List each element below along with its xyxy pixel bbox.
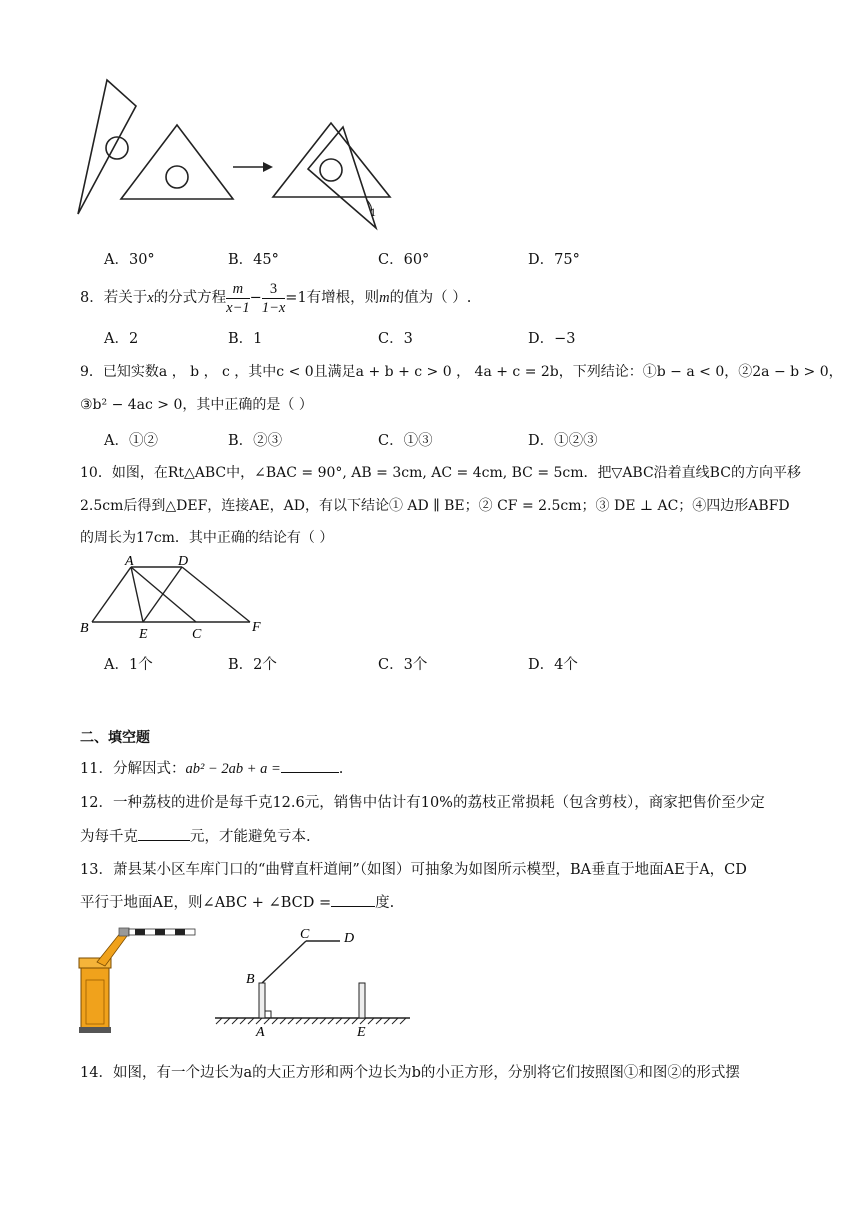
q8-option-b[interactable]: B．1 [228,331,263,347]
gate-joint [119,928,129,936]
q10-line-ab [92,567,131,622]
q12-line-2: 为每千克 元，才能避免亏本. [80,825,311,846]
q7-arrow-head [263,162,273,172]
q10-label-c: C [192,627,202,642]
q7-option-a[interactable]: A．30° [104,252,155,268]
q8-fraction-2: $\frac{3}{1-x}$ [261,280,286,316]
q10-line-1: 10．如图，在Rt△ABC中，∠BAC = 90°, AB = 3cm, AC = 4cm, BC = 5cm．把▽ABC沿着直线BC的方向平移 [80,465,801,481]
gate-cabinet [81,964,109,1030]
q13-ground-hatch [216,1018,406,1024]
q9-line-1: 9．已知实数a ， b ， c ，其中c < 0且满足a + b + c > 0 ， 4a + c = 2b，下列结论：①b − a < 0，②2a − b > 0， [80,364,843,380]
gate-lower-arm [97,932,127,966]
q13-answer-blank[interactable] [331,892,375,907]
q8-option-d[interactable]: D．−3 [528,331,576,347]
q13-gate-illustration [75,922,200,1037]
q10-label-b: B [80,621,89,636]
q10-label-f: F [252,620,261,635]
gate-stripe-1 [135,929,145,935]
q9-line-2: ③b² − 4ac > 0，其中正确的是（ ） [80,397,313,413]
q7-angle-label: 1 [370,205,376,219]
q10-line-de [143,567,182,622]
q10-option-b[interactable]: B．2个 [228,657,277,673]
section-2-title: 二、填空题 [80,730,150,746]
q10-figure [75,555,275,645]
q13-segment-bc [262,941,306,983]
q7-combined-tilted [308,127,376,228]
gate-stripe-2 [155,929,165,935]
q9-option-c[interactable]: C．①③ [378,433,433,449]
q7-option-d[interactable]: D．75° [528,252,580,268]
q10-option-a[interactable]: A．1个 [104,657,153,673]
q7-option-c[interactable]: C．60° [378,252,430,268]
q7-option-b[interactable]: B．45° [228,252,279,268]
q7-figure [70,70,400,240]
gate-cabinet-base [79,1027,111,1033]
q10-label-a: A [125,555,134,569]
q13-label-d: D [344,931,355,946]
q13-post-a [259,983,265,1018]
q13-line-1: 13．萧县某小区车库门口的“曲臂直杆道闸”（如图）可抽象为如图所示模型，BA垂直于地面AE于A，CD [80,862,747,878]
gate-stripe-3 [175,929,185,935]
q9-option-d[interactable]: D．①②③ [528,433,598,449]
q13-label-b: B [246,972,255,987]
q13-post-e [359,983,365,1018]
q13-line-2: 平行于地面AE，则∠ABC + ∠BCD = 度. [80,891,394,912]
q10-label-e: E [139,627,148,642]
q7-circle-2 [166,166,188,188]
q10-label-d: D [178,555,189,569]
q7-combined-flat [273,123,390,197]
q8-option-a[interactable]: A．2 [104,331,139,347]
q10-line-df [182,567,250,622]
q11-answer-blank[interactable] [281,758,339,773]
q12-answer-blank[interactable] [138,826,190,841]
q11-stem: 11．分解因式：ab² − 2ab + a = . [80,757,343,778]
q7-combined-circle [320,159,342,181]
q10-line-3: 的周长为17cm．其中正确的结论有（ ） [80,530,334,546]
q10-option-d[interactable]: D．4个 [528,657,578,673]
q10-option-c[interactable]: C．3个 [378,657,428,673]
q13-model-figure [210,925,420,1040]
q13-label-c: C [300,927,310,942]
q13-label-a: A [256,1025,265,1040]
q8-option-c[interactable]: C．3 [378,331,413,347]
q13-label-e: E [357,1025,366,1040]
q10-line-2: 2.5cm后得到△DEF，连接AE，AD，有以下结论① AD ∥ BE；② CF = 2.5cm；③ DE ⊥ AC；④四边形ABFD [80,498,790,514]
q14-line-1: 14．如图，有一个边长为a的大正方形和两个边长为b的小正方形，分别将它们按照图①和图②的形式摆 [80,1065,740,1081]
q8-stem: 8．若关于x的分式方程 $\frac{m}{x-1}$ − $\frac{3}{1-x}$ =1有增根，则m的值为（ ）. [80,280,472,316]
q9-option-b[interactable]: B．②③ [228,433,283,449]
q8-fraction-1: $\frac{m}{x-1}$ [226,280,250,316]
q13-right-angle [265,1011,271,1018]
q12-line-1: 12．一种荔枝的进价是每千克12.6元，销售中估计有10%的荔枝正常损耗（包含剪枝），商家把售价至少定 [80,795,765,811]
q9-option-a[interactable]: A．①② [104,433,158,449]
